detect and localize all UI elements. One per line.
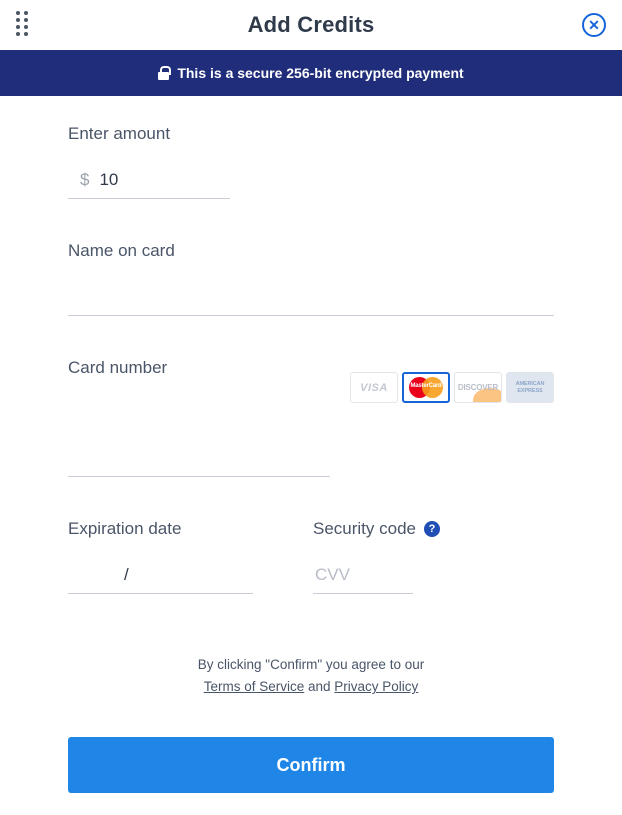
terms-of-service-link[interactable]: Terms of Service xyxy=(203,679,305,695)
card-brand-list xyxy=(350,372,554,403)
privacy-policy-link[interactable]: Privacy Policy xyxy=(334,679,419,695)
name-on-card-label: Name on card xyxy=(68,241,175,260)
drag-handle-icon[interactable] xyxy=(16,11,30,37)
card-number-input[interactable] xyxy=(68,444,330,477)
page-title: Add Credits xyxy=(247,12,375,37)
expiration-label: Expiration date xyxy=(68,519,182,538)
card-brand-discover[interactable] xyxy=(454,372,502,403)
amount-label: Enter amount xyxy=(68,124,171,143)
payment-form xyxy=(0,96,622,719)
expiration-section xyxy=(68,519,253,594)
mastercard-icon xyxy=(409,377,443,398)
amount-section xyxy=(68,124,554,199)
terms-text xyxy=(68,654,554,699)
terms-and-text: and xyxy=(304,679,335,695)
expiry-cvv-row xyxy=(68,519,554,594)
name-on-card-section xyxy=(68,241,554,358)
currency-symbol: $ xyxy=(80,170,90,189)
security-code-input[interactable] xyxy=(313,561,413,594)
security-code-label-row xyxy=(313,519,498,539)
confirm-button-wrapper xyxy=(0,719,622,815)
card-brand-amex[interactable] xyxy=(506,372,554,403)
amex-icon: AMERICAN EXPRESS xyxy=(507,373,553,402)
card-number-section xyxy=(68,358,554,519)
help-icon[interactable]: ? xyxy=(424,521,440,537)
expiration-input[interactable] xyxy=(68,561,253,594)
confirm-button[interactable]: Confirm xyxy=(68,737,554,793)
card-brand-mastercard[interactable] xyxy=(402,372,450,403)
security-code-label: Security code xyxy=(313,519,416,538)
amount-field-wrapper[interactable] xyxy=(68,166,230,199)
modal-header xyxy=(0,0,622,50)
secure-payment-banner xyxy=(0,50,622,96)
security-code-section xyxy=(313,519,498,594)
close-icon[interactable]: ✕ xyxy=(582,13,606,37)
card-number-label: Card number xyxy=(68,358,168,377)
name-on-card-input[interactable] xyxy=(68,283,554,316)
discover-icon: DISCOVER xyxy=(455,373,501,402)
terms-line-2 xyxy=(68,676,554,698)
lock-icon xyxy=(158,66,169,80)
card-brand-visa[interactable] xyxy=(350,372,398,403)
mastercard-label: MasterCard xyxy=(410,383,442,389)
terms-line-1: By clicking "Confirm" you agree to our xyxy=(197,657,425,672)
secure-banner-text: This is a secure 256-bit encrypted payment xyxy=(177,65,464,81)
amount-input[interactable] xyxy=(99,166,219,198)
visa-icon: VISA xyxy=(360,381,388,394)
